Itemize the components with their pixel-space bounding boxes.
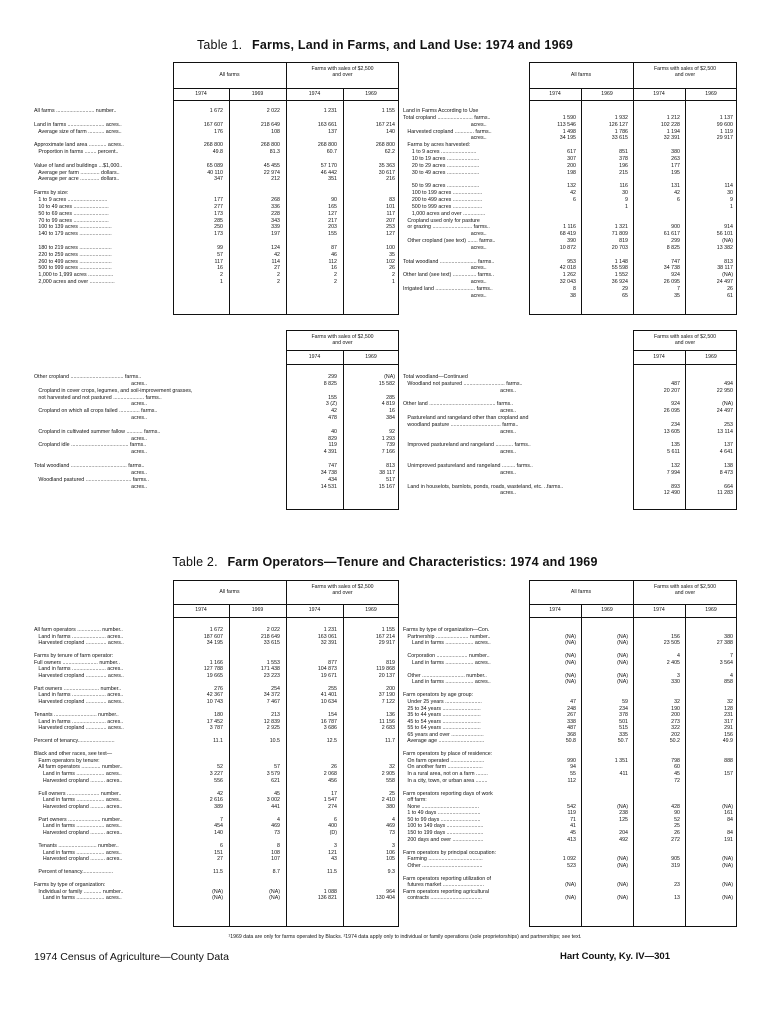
header-1974: 1974 (308, 91, 321, 97)
col-sales-1974: 156 23 505 4 2 405 3 330 32 190 200 273 322 202 50.2 798 60 45 72 428 90 52 25 26 272 905 319 23 13 (663, 633, 680, 902)
divider (529, 100, 737, 101)
table1-title-text: Farms, Land in Farms, and Land Use: 1974 and 1969 (252, 38, 574, 52)
header-sales: Farms with sales of $2,500 and over (654, 66, 716, 78)
divider (173, 100, 399, 101)
col-all-1974: 1 590 113 546 1 498 34 195 617 307 200 198 132 42 6 1 116 68 419 390 10 872 953 42 018 1 262 32 043 8 38 (557, 114, 576, 299)
divider (529, 88, 737, 89)
footer-page-id: Hart County, Ky. IV—301 (560, 951, 670, 962)
divider (685, 88, 686, 315)
header-sales: Farms with sales of $2,500 and over (311, 66, 374, 78)
col-all-1969: 1 932 126 127 1 786 33 615 851 378 196 215 116 30 9 1 1 321 71 809 819 20 703 1 148 55 598 1 552 36 924 29 65 (608, 114, 628, 299)
divider (286, 350, 399, 351)
header-1969: 1969 (601, 91, 613, 97)
col-all-1969: 2 022 218 649 108 268 800 81.3 45 455 22 974 212 268 336 228 343 339 197 124 42 114 27 2 2 (260, 108, 280, 286)
table2-title (0, 555, 770, 569)
divider (685, 604, 686, 927)
divider (173, 88, 399, 89)
header-1969: 1969 (251, 607, 264, 613)
divider (173, 617, 399, 618)
divider (229, 604, 230, 927)
table1-label: Table 1. (196, 38, 243, 52)
divider (633, 350, 737, 351)
divider (173, 604, 399, 605)
row-labels: Other cropland .................................... farms.. acres.. Cropland in cover crops, legumes, and soil-improvement grasses, not harvested and not pastured ..................... farms.. acres.. Cropland on which all crops failed .............. farms.. acres.. Cropland in cultivated summer fallow ........... farms.. acres.. Cropland idle ....................................... farms.. acres.. Total woodland ...................................... farms.. acres.. Woodland pastured ............................... farms.. acres.. (34, 374, 193, 490)
col-sales-1974: 1 231 163 661 137 268 800 60.7 57 170 46 442 351 90 165 127 217 203 155 87 46 112 16 2 2 (317, 108, 337, 286)
header-all-farms: All farms (570, 589, 592, 595)
header-sales: Farms with sales of $2,500 and over (311, 334, 374, 346)
divider (286, 580, 287, 927)
header-1969: 1969 (705, 91, 717, 97)
divider (581, 88, 582, 315)
header-1974: 1974 (653, 354, 665, 360)
divider (343, 350, 344, 510)
header-1974: 1974 (308, 607, 321, 613)
table2-title-text: Farm Operators—Tenure and Characteristics: 1974 and 1969 (227, 555, 598, 569)
header-1974: 1974 (653, 607, 665, 613)
header-1969: 1969 (705, 607, 717, 613)
table2-label: Table 2. (172, 555, 218, 569)
col-sales-1969: (NA) 15 582 285 4 819 16 384 92 1 293 739 7 166 813 38 117 517 15 167 (378, 374, 395, 490)
col-all-1969: (NA) (NA) (NA) (NA) (NA) (NA) 59 234 378 501 515 335 50.7 1 351 411 (NA) 238 125 204 492 (NA) (NA) (NA) (NA) (614, 633, 628, 902)
divider (685, 350, 686, 510)
row-labels: Total woodland—Continued Woodland not pastured ............................ farms.. acres.. Other land ............................................. farms.. acres.. Pastureland and rangeland other than cropland and woodland pasture .................................. farms.. acres.. Improved pastureland and rangeland ............ farms.. acres.. Unimproved pastureland and rangeland ......... farms.. acres.. Land in houselots, barnlots, ponds, roads, wasteland, etc. ..farms.. acres.. (403, 374, 564, 497)
header-1969: 1969 (705, 354, 717, 360)
header-1974: 1974 (308, 354, 321, 360)
col-all-1974: (NA) (NA) (NA) (NA) (NA) (NA) 47 248 267 338 487 368 50.8 990 94 55 112 542 119 71 41 45 413 1 092 523 (NA) (NA) (562, 633, 576, 902)
col-all-1974: 1 672 167 607 176 268 800 49.8 65 089 40 110 347 177 277 173 285 250 173 99 57 117 16 2 1 (203, 108, 223, 286)
header-1969: 1969 (251, 91, 264, 97)
table1-title (0, 38, 770, 52)
row-labels: All farms .......................... number.. Land in farms ......................... acres.. Average size of farm ........... acres.. Approximate land area ............ acres.. Proportion in farms ........ percent.. Value of land and buildings ...$1,000.. Average per farm ............. dollars.. Average per acre ............. dollars.. Farms by size: 1 to 9 acres ........................... 10 to 49 acres ........................ 50 to 69 acres ........................ 70 to 99 acres ........................ 100 to 139 acres ...................... 140 to 179 acres ...................... 180 to 219 acres ...................... 220 to 259 acres ...................... 260 to 499 acres ...................... 500 to 999 acres ...................... 1,000 to 1,999 acres ................. 2,000 acres and over ................. (34, 108, 124, 286)
col-sales-1974: 1 212 102 228 1 194 32 391 380 263 177 195 131 42 6 900 61 617 299 8 825 747 34 738 924 26 095 7 35 (660, 114, 680, 299)
divider (229, 88, 230, 315)
header-1974: 1974 (549, 91, 561, 97)
header-1974: 1974 (549, 607, 561, 613)
divider (343, 604, 344, 927)
header-1969: 1969 (365, 354, 377, 360)
col-sales-1969: 494 22 950 (NA) 24 497 253 13 114 137 4 641 138 8 473 664 11 283 (716, 380, 733, 497)
header-all-farms: All farms (219, 72, 240, 78)
divider (343, 88, 344, 315)
col-all-1974: 1 672 187 607 34 195 1 166 127 788 19 665 276 42 367 10 743 180 17 452 3 787 11.1 52 3 227 556 42 2 616 389 7 454 140 6 151 27 11.5 (NA) (NA) (203, 627, 223, 902)
row-labels: All farm operators ................ number.. Land in farms ....................... acres.. Harvested cropland .............. acres.. Farms by tenure of farm operator: Full owners ........................ number.. Land in farms ....................... acres.. Harvested cropland .............. acres.. Part owners ........................ number.. Land in farms ....................... acres.. Harvested cropland .............. acres.. Tenants ............................. number.. Land in farms ....................... acres.. Harvested cropland .............. acres.. Percent of tenancy......................... Black and other races, see text— Farm operators by tenure: All farm operators ............. number.. Land in farms ................... acres.. Harvested cropland .......... acres.. Full owners ...................... number.. Land in farms ................... acres.. Harvested cropland .......... acres.. Part owners ...................... number.. Land in farms ................... acres.. Harvested cropland .......... acres.. Tenants .......................... number.. Land in farms ................... acres.. Harvested cropland .......... acres.. Percent of tenancy..................... Farms by type of organization: Individual or family ............ number.. Land in farms ................... acres.. (34, 627, 124, 902)
divider (633, 364, 737, 365)
header-all-farms: All farms (570, 72, 592, 78)
header-1969: 1969 (365, 607, 377, 613)
header-1974: 1974 (195, 607, 207, 613)
footnote: ¹1969 data are only for farms operated by Blacks. ²1974 data apply only to individual or family operations (sole proprietorships) and partnerships; see text. (228, 934, 582, 940)
divider (286, 364, 399, 365)
header-all-farms: All farms (219, 589, 240, 595)
col-sales-1969: 1 137 99 600 1 119 29 917 114 30 9 1 914 56 101 (NA) 13 382 813 38 117 (NA) 24 497 26 61 (716, 114, 733, 299)
divider (633, 580, 634, 927)
header-sales: Farms with sales of $2,500 and over (654, 584, 716, 596)
col-sales-1969: 1 155 167 214 29 917 819 119 868 20 137 200 37 190 7 122 136 11 156 2 683 11.7 32 2 905 558 25 2 410 380 4 469 73 3 106 105 9.3 964 130 404 (375, 627, 395, 902)
col-sales-1969: 380 27 388 7 3 564 4 858 32 128 231 317 291 156 49.9 888 157 (NA) 161 84 84 191 (NA) (NA) (NA) (NA) (716, 633, 733, 902)
divider (529, 617, 737, 618)
header-sales: Farms with sales of $2,500 and over (311, 584, 374, 596)
divider (529, 604, 737, 605)
header-1974: 1974 (195, 91, 207, 97)
divider (581, 604, 582, 927)
row-labels: Land in Farms According to Use Total cropland ........................ farms.. acres.. Harvested cropland ............. farms.. acres.. Farms by acres harvested: 1 to 9 acres ........................ 10 to 19 acres ...................... 20 to 29 acres ...................... 30 to 49 acres ...................... 50 to 99 acres ...................... 100 to 199 acres .................... 200 to 499 acres .................... 500 to 999 acres .................... 1,000 acres and over ............... Cropland used only for pasture or grazing ........................... farms.. acres.. Other cropland (see text) ....... farms.. acres.. Total woodland ......................... farms.. acres.. Other land (see text) ................ farms.. acres.. Irrigated land ........................... farms.. acres.. (403, 108, 496, 299)
footer-publication: 1974 Census of Agriculture—County Data (34, 951, 229, 963)
header-1969: 1969 (601, 607, 613, 613)
header-1969: 1969 (365, 91, 377, 97)
row-labels: Farms by type of organization—Con. Partnership ...................... number.. Land in farms ................... acres.. Corporation ..................... number.. Land in farms ................... acres.. Other ............................. number.. Land in farms ................... acres.. Farm operators by age group: Under 25 years ......................... 25 to 34 years .......................... 35 to 44 years .......................... 45 to 54 years .......................... 55 to 64 years .......................... 65 years and over ...................... Average age ............................... Farm operators by place of residence: On farm operated ....................... On another farm ........................ In a rural area, not on a farm ........ In a city, town, or urban area ........ Farm operators reporting days of work off farm: None ....................................... 1 to 49 days ............................. 50 to 99 days ........................... 100 to 149 days ......................... 150 to 199 days ......................... 200 days and over ..................... Farm operators by principal occupation: Farming ..................................... Other ......................................... Farm operators reporting utilization of futures market ............................ Farm operators reporting agricultural contracts ................................... (403, 627, 497, 902)
col-all-1969: 2 022 218 649 33 615 1 553 171 438 23 223 254 34 372 7 467 213 12 839 2 925 10.5 57 3 579 621 45 3 002 441 4 469 73 8 108 107 8.7 (NA) (NA) (260, 627, 280, 902)
header-sales: Farms with sales of $2,500 and over (654, 334, 716, 346)
col-sales-1974: 487 20 207 924 26 095 234 13 605 135 5 611 132 7 994 893 12 490 (663, 380, 680, 497)
col-sales-1974: 299 8 825 155 3 (Z) 42 478 40 829 119 4 391 747 34 738 434 14 531 (320, 374, 337, 490)
header-1974: 1974 (653, 91, 665, 97)
col-sales-1974: 1 231 163 061 32 391 877 104 873 19 671 255 41 401 10 634 154 16 787 3 686 12.5 26 2 068 456 17 1 547 274 6 400 (D) 3 121 43 11.5 1 088 136 821 (317, 627, 337, 902)
col-sales-1969: 1 155 167 214 140 268 800 62.2 35 363 30 617 216 83 101 117 207 253 127 100 35 102 26 2 1 (375, 108, 395, 286)
